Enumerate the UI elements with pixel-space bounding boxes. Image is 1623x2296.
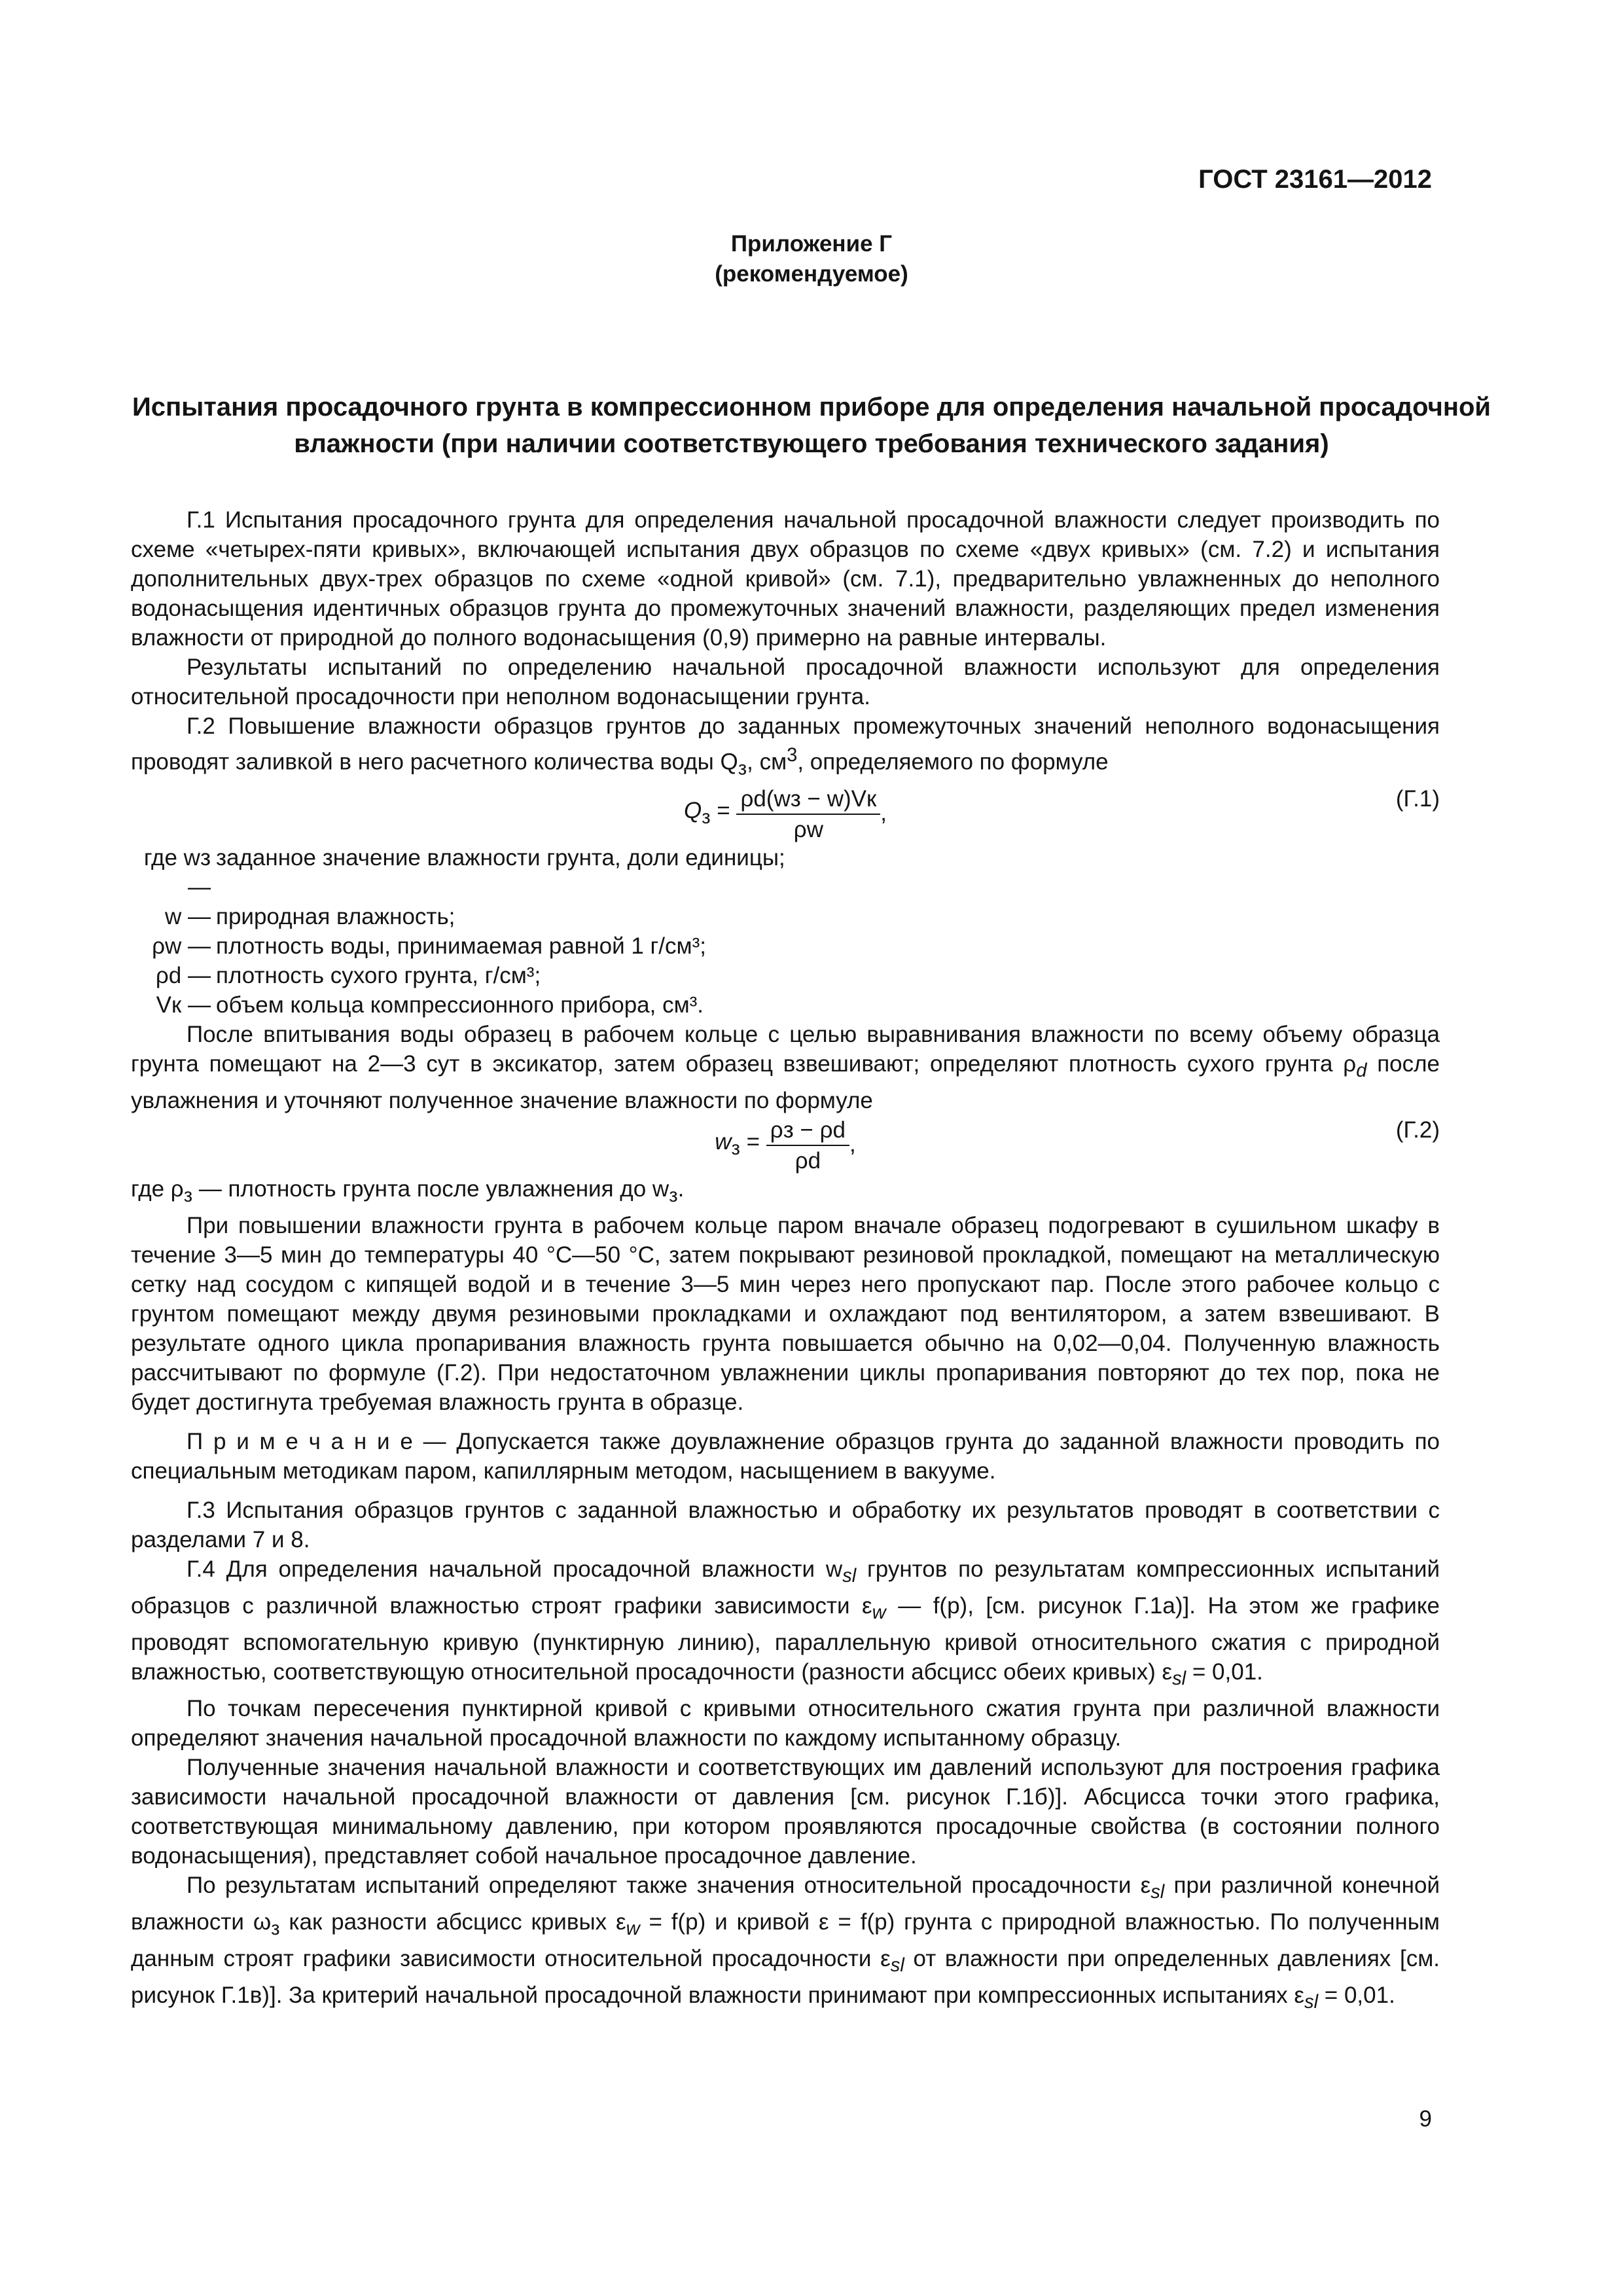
paragraph-intersection: По точкам пересечения пунктирной кривой с кривыми относительного сжатия грунта при различной влажности определяют значения начальной просадочной влажности по каждому испытанному образцу. bbox=[131, 1695, 1440, 1751]
paragraph-pressure: Полученные значения начальной влажности и соответствующих им давлений используют для построения графика зависимости начальной просадочной влажности от давления [см. рисунок Г.1б)]. Абсцисса точки этого графика, соответствующая минимальному давлению, при котором проявляются просадочные свойства (в состоянии полного водонасыщения), представляет собой начальное просадочное давление. bbox=[131, 1754, 1440, 1869]
note-label: П р и м е ч а н и е bbox=[187, 1428, 413, 1454]
legend-symbol: ρd — bbox=[155, 962, 211, 988]
legend-text: заданное значение влажности грунта, доли единицы; bbox=[216, 844, 785, 870]
paragraph-absorption: После впитывания воды образец в рабочем кольце с целью выравнивания влажности по всему объему образца грунта помещают на 2—3 сут в эксикатор, затем образец взвешивают; определяют плотность сухого грунта $\rho_d$ после увлажнения и уточняют полученное значение влажности по формуле bbox=[131, 1021, 1440, 1113]
formula-g2-label: (Г.2) bbox=[1395, 1117, 1440, 1143]
appendix-heading bbox=[0, 229, 1623, 289]
paragraph-results: Результаты испытаний по определению начальной просадочной влажности используют для определения относительной просадочности при неполном водонасыщении грунта. bbox=[131, 655, 1440, 709]
formula-g1-numerator: ρd(wз − w)Vк bbox=[736, 784, 880, 815]
paragraph-g4: Г.4 Для определения начальной просадочной влажности $w_{sl}$ грунтов по результатам компрессионных испытаний образцов с различной влажностью строят графики зависимости $\varepsilon_w$ — f(p), [см. рисунок Г.1а)]. На этом же графике проводят вспомогательную кривую (пунктирную линию), параллельную кривой относительного сжатия с природной влажностью, соответствующую относительной просадочности (разности абсцисс обеих кривых) $\varepsilon_{sl} = 0,01$. bbox=[131, 1556, 1440, 1689]
note: П р и м е ч а н и е — Допускается также доувлажнение образцов грунта до заданной влажности проводить по специальным методикам паром, капиллярным методом, насыщением в вакууме. bbox=[131, 1428, 1440, 1484]
paragraph-g1: Г.1 Испытания просадочного грунта для определения начальной просадочной влажности следует производить по схеме «четырех-пяти кривых», включающей испытания двух образцов по схеме «двух кривых» (см. 7.2) и испытания дополнительных двух-трех образцов по схеме «одной кривой» (см. 7.1), предварительно увлажненных до неполного водонасыщения идентичных образцов грунта до промежуточных значений влажности, разделяющих предел изменения влажности от природной до полного водонасыщения (0,9) примерно на равные интервалы. bbox=[131, 507, 1440, 651]
paragraph-g3: Г.3 Испытания образцов грунтов с заданной влажностью и обработку их результатов проводят в соответствии с разделами 7 и 8. bbox=[131, 1497, 1440, 1552]
section-title: Испытания просадочного грунта в компрессионном приборе для определения начальной просадочной влажности (при наличии соответствующего требования технического задания) bbox=[132, 393, 1491, 458]
formula-g2-numerator: ρз − ρd bbox=[766, 1115, 849, 1146]
legend-symbol: Vк — bbox=[156, 992, 211, 1018]
paragraph-criterion: По результатам испытаний определяют также значения относительной просадочности $\varepsilon_{sl}$ при различной конечной влажности $\omega_з$ как разности абсцисс кривых $\varepsilon_w = f(p)$ и кривой ε = f(p) грунта с природной влажностью. По полученным данным строят графики зависимости относительной просадочности $\varepsilon_{sl}$ от влажности при определенных давлениях [см. рисунок Г.1в)]. За критерий начальной просадочной влажности принимают при компрессионных испытаниях $\varepsilon_{sl} = 0,01$. bbox=[131, 1872, 1440, 2013]
legend-symbol: где wз — bbox=[143, 844, 211, 900]
formula-g2: $w_з$ = $\frac{\rho з - \rho d}{\rho d}$ , (Г.2) bbox=[131, 1115, 1440, 1174]
variable-legend-2: где $\rho_з$ — плотность грунта после увлажнения до $w_з$. bbox=[131, 1175, 685, 1206]
document-body bbox=[131, 505, 1440, 2017]
formula-g1: $Q_з$ = $\frac{\rho d(wз - w)Vк}{\rho w}$ , (Г.1) bbox=[131, 784, 1440, 843]
legend-text: плотность сухого грунта, г/см³; bbox=[216, 962, 541, 988]
paragraph-g2: Г.2 Повышение влажности образцов грунтов до заданных промежуточных значений неполного водонасыщения проводят заливкой в него расчетного количества воды $Q_з$, $см^3$, определяемого по формуле bbox=[131, 713, 1440, 780]
legend-symbol: w — bbox=[165, 903, 211, 929]
page-number: 9 bbox=[1419, 2106, 1432, 2132]
legend-text: объем кольца компрессионного прибора, см³. bbox=[216, 992, 704, 1018]
legend-text: плотность воды, принимаемая равной 1 г/см³; bbox=[216, 933, 706, 959]
formula-g1-label: (Г.1) bbox=[1395, 785, 1440, 812]
variable-legend bbox=[131, 843, 1440, 1020]
paragraph-steam: При повышении влажности грунта в рабочем кольце паром вначале образец подогревают в сушильном шкафу в течение 3—5 мин до температуры 40 °С—50 °С, затем покрывают резиновой прокладкой, помещают на металлическую сетку над сосудом с кипящей водой и в течение 3—5 мин через него пропускают пар. После этого рабочее кольцо с грунтом помещают между двумя резиновыми прокладками и охлаждают под вентилятором, а затем взвешивают. В результате одного цикла пропаривания влажность грунта повышается обычно на 0,02—0,04. Полученную влажность рассчитывают по формуле (Г.2). При недостаточном увлажнении циклы пропаривания повторяют до тех пор, пока не будет достигнута требуемая влажность грунта в образце. bbox=[131, 1212, 1440, 1415]
formula-g1-denominator: ρw bbox=[793, 816, 823, 842]
appendix-label: Приложение Г bbox=[730, 231, 893, 257]
legend-text: природная влажность; bbox=[216, 903, 455, 929]
formula-g2-denominator: ρd bbox=[794, 1147, 821, 1174]
document-code: ГОСТ 23161—2012 bbox=[1198, 165, 1432, 194]
appendix-type: (рекомендуемое) bbox=[715, 261, 908, 287]
legend-symbol: ρw — bbox=[152, 933, 211, 959]
